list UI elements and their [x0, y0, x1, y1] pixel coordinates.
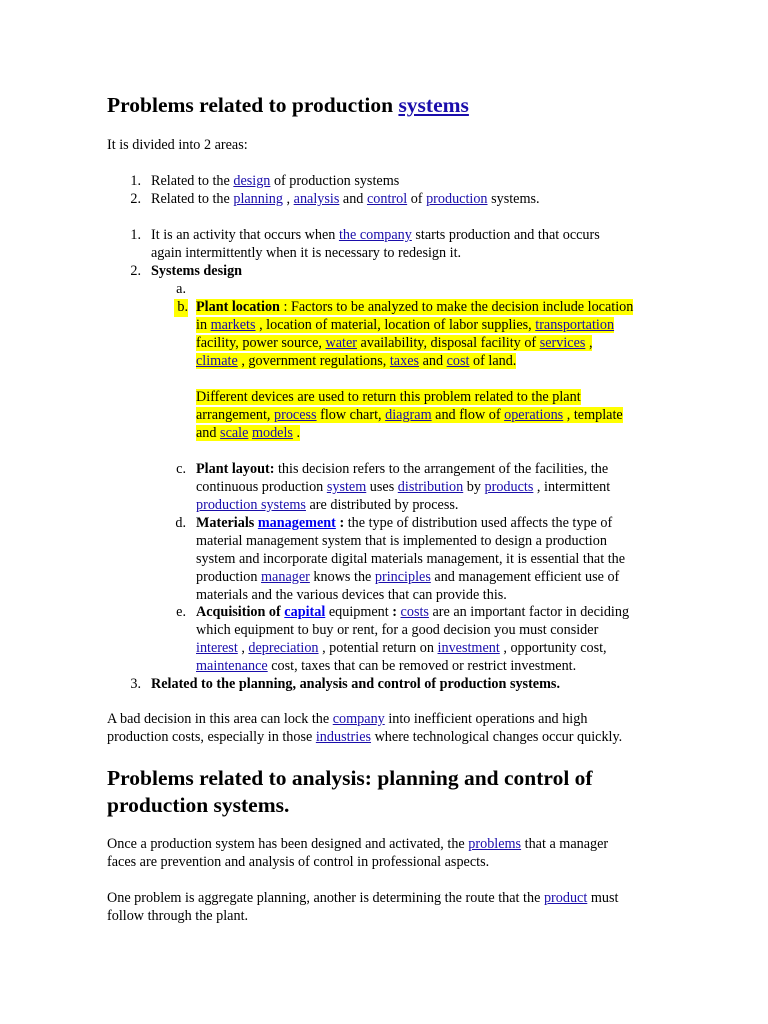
sublist-marker: a. [176, 281, 186, 297]
link-markets[interactable]: markets [210, 317, 256, 333]
link-diagram[interactable]: diagram [385, 407, 432, 423]
materials-line: materials and the various devices that can provide this. [196, 587, 507, 603]
link-scale[interactable]: scale [220, 425, 249, 441]
materials-line: system and incorporate digital materials management, it is essential that the [196, 551, 626, 567]
intro-text: It is divided into 2 areas: [107, 137, 248, 153]
list-marker: 2. [130, 263, 141, 279]
link-company[interactable]: company [332, 711, 385, 727]
link-the-company[interactable]: the company [338, 227, 412, 243]
materials-line: Materials management : the type of distribution used affects the type of [196, 515, 613, 531]
link-product[interactable]: product [543, 890, 588, 906]
plant-location-line: facility, power source, water availability, disposal facility of services , [196, 335, 593, 351]
link-manager[interactable]: manager [261, 569, 310, 585]
link-investment[interactable]: investment [437, 640, 500, 656]
link-problems[interactable]: problems [468, 836, 522, 852]
capital-line: which equipment to buy or rent, for a good decision you must consider [196, 622, 599, 638]
plant-location-line: arrangement, process flow chart, diagram and flow of operations , template [196, 407, 623, 423]
link-production-systems[interactable]: production systems [196, 497, 306, 513]
link-management[interactable]: management [257, 515, 336, 531]
paragraph-once-designed: Once a production system has been designed and activated, the problems that a manager [107, 836, 609, 852]
link-taxes[interactable]: taxes [389, 353, 420, 369]
link-principles[interactable]: principles [374, 569, 431, 585]
plant-layout-line: continuous production system uses distribution by products , intermittent [196, 479, 611, 495]
link-transportation[interactable]: transportation [535, 317, 615, 333]
link-climate[interactable]: climate [196, 353, 238, 369]
capital-line: maintenance cost, taxes that can be removed or restrict investment. [196, 658, 577, 674]
sublist-marker: b. [174, 299, 188, 317]
plant-location-line: Different devices are used to return this problem related to the plant [196, 389, 581, 405]
plant-location-line: in markets , location of material, location of labor supplies, transportation [196, 317, 615, 333]
heading-production-systems: Problems related to production systems [107, 93, 469, 117]
link-water[interactable]: water [325, 335, 357, 351]
paragraph-aggregate-planning: follow through the plant. [107, 908, 249, 924]
plant-layout-line: Plant layout: this decision refers to the arrangement of the facilities, the [196, 461, 609, 477]
link-system[interactable]: system [326, 479, 367, 495]
link-products[interactable]: products [484, 479, 534, 495]
list-item: It is an activity that occurs when the company starts production and that occurs [151, 227, 600, 243]
materials-line: material management system that is implemented to design a production [196, 533, 607, 549]
list-marker: 2. [130, 191, 141, 207]
link-costs[interactable]: costs [400, 604, 429, 620]
materials-line: production manager knows the principles and management efficient use of [196, 569, 620, 585]
link-cost[interactable]: cost [446, 353, 470, 369]
list-item-continued: again intermittently when it is necessary to redesign it. [151, 245, 462, 261]
heading-analysis-planning-control: Problems related to analysis: planning and control of production systems. [107, 766, 593, 817]
link-interest[interactable]: interest [196, 640, 238, 656]
list-marker: 1. [130, 173, 141, 189]
link-operations[interactable]: operations [504, 407, 564, 423]
list-marker: 3. [130, 676, 141, 692]
link-control[interactable]: control [366, 191, 408, 207]
link-distribution[interactable]: distribution [397, 479, 464, 495]
plant-layout-line: production systems are distributed by process. [196, 497, 459, 513]
list-item: Related to the planning , analysis and control of production systems. [151, 191, 540, 207]
sublist-marker: d. [175, 515, 186, 531]
link-services[interactable]: services [539, 335, 586, 351]
plant-location-line: Plant location : Factors to be analyzed to make the decision include location [196, 299, 634, 315]
capital-line: Acquisition of capital equipment : costs are an important factor in deciding [196, 604, 630, 620]
sublist-marker: e. [176, 604, 186, 620]
paragraph-bad-decision: A bad decision in this area can lock the company into inefficient operations and high [107, 711, 588, 727]
sublist-marker: c. [176, 461, 186, 477]
link-planning[interactable]: planning [233, 191, 283, 207]
list-item-systems-design: Systems design [151, 263, 243, 279]
list-marker: 1. [130, 227, 141, 243]
link-analysis[interactable]: analysis [293, 191, 340, 207]
link-models[interactable]: models [251, 425, 293, 441]
link-industries[interactable]: industries [315, 729, 372, 745]
plant-location-line: climate , government regulations, taxes and cost of land. [196, 353, 517, 369]
paragraph-once-designed: faces are prevention and analysis of control in professional aspects. [107, 854, 490, 870]
plant-location-line: and scale models . [196, 425, 301, 441]
list-item-planning-analysis: Related to the planning, analysis and control of production systems. [151, 676, 560, 692]
link-systems[interactable]: systems [398, 93, 469, 117]
link-depreciation[interactable]: depreciation [248, 640, 319, 656]
link-production[interactable]: production [426, 191, 488, 207]
link-process[interactable]: process [274, 407, 317, 423]
link-design[interactable]: design [233, 173, 271, 189]
paragraph-bad-decision: production costs, especially in those industries where technological changes occur quickly. [107, 729, 623, 745]
capital-line: interest , depreciation , potential return on investment , opportunity cost, [196, 640, 607, 656]
link-maintenance[interactable]: maintenance [196, 658, 268, 674]
paragraph-aggregate-planning: One problem is aggregate planning, another is determining the route that the product must [107, 890, 619, 906]
list-item: Related to the design of production systems [151, 173, 400, 189]
link-capital[interactable]: capital [284, 604, 326, 620]
